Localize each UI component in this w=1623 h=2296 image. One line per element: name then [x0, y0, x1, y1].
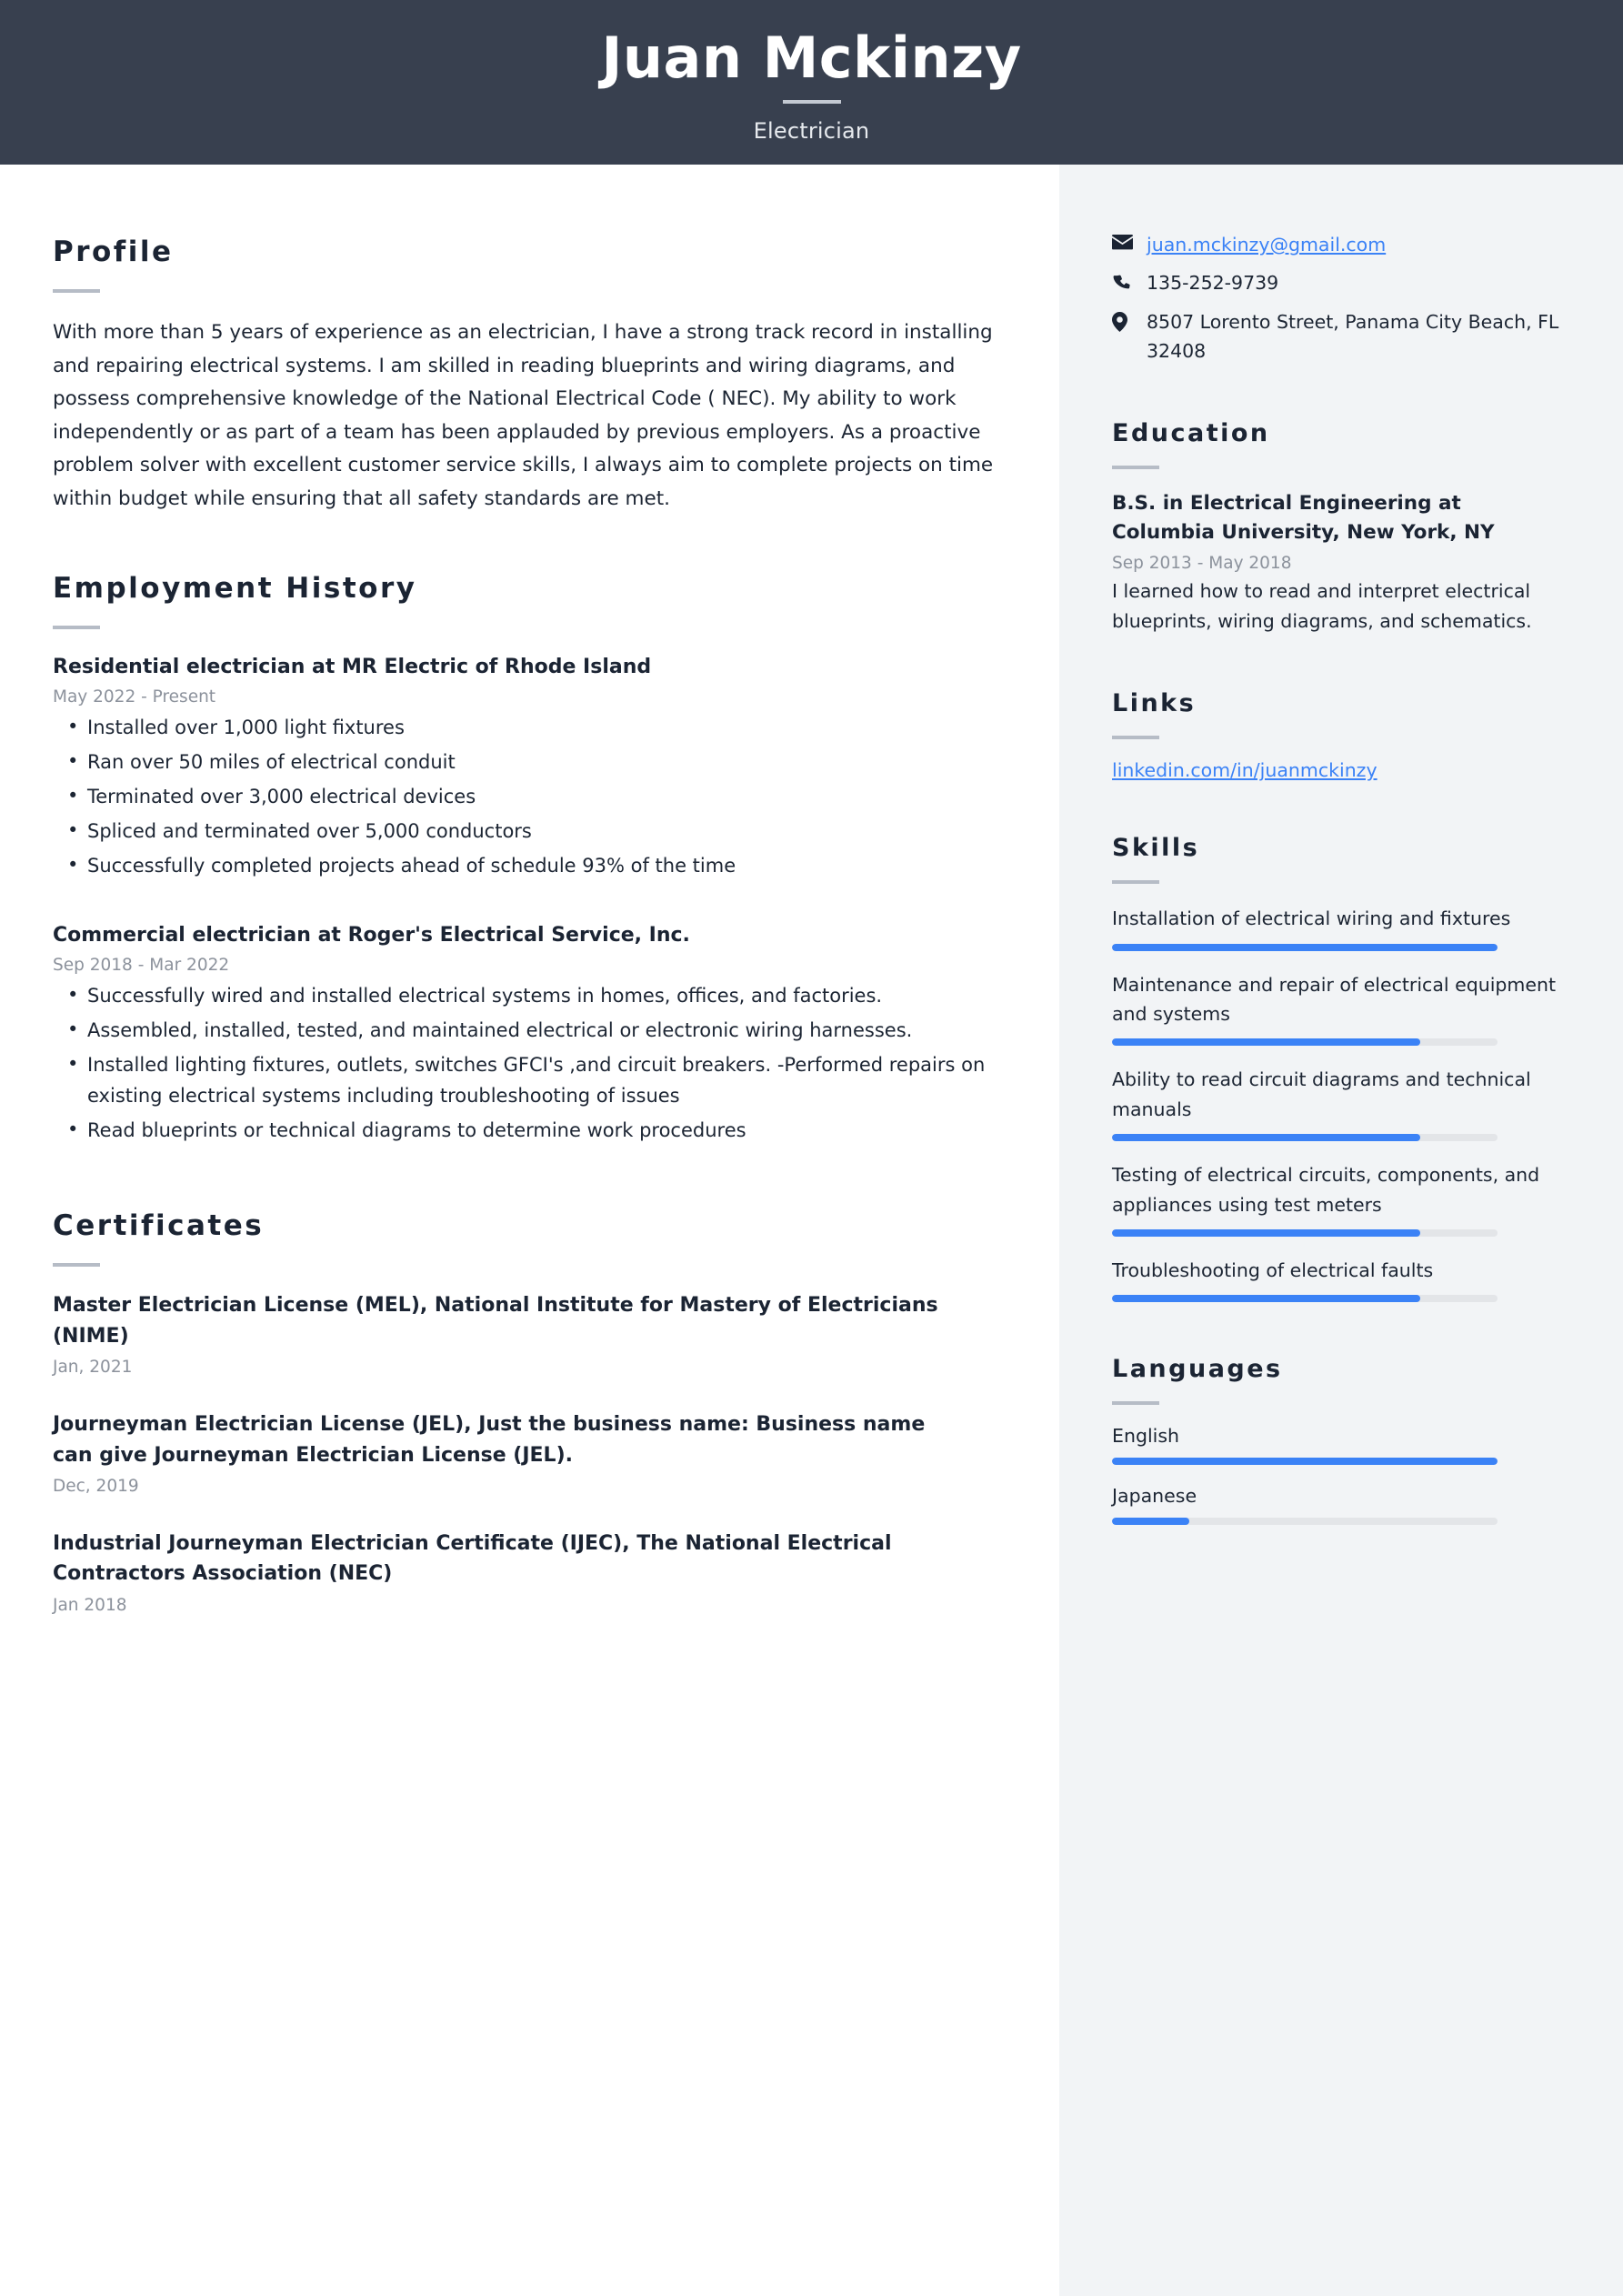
language-row [1112, 1485, 1570, 1525]
certificate-entry [53, 1409, 1005, 1496]
skill-level-bar [1112, 1229, 1498, 1237]
skill-level-bar [1112, 1295, 1498, 1302]
section-heading-employment: Employment History [53, 572, 417, 606]
section-education [1112, 419, 1570, 637]
employment-title: Commercial electrician at Roger's Electrical Service, Inc. [53, 924, 690, 947]
skill-level-fill [1112, 1038, 1420, 1046]
skill-level-fill [1112, 1134, 1420, 1141]
contact-row-phone [1112, 268, 1570, 297]
certificate-date: Jan 2018 [53, 1595, 127, 1615]
employment-title: Residential electrician at MR Electric of Rhode Island [53, 656, 652, 679]
envelope-icon [1112, 230, 1139, 250]
email-link[interactable]: juan.mckinzy@gmail.com [1147, 234, 1387, 256]
section-rule [1112, 466, 1159, 469]
language-row [1112, 1425, 1570, 1465]
skill-label: Maintenance and repair of electrical equipment and systems [1112, 973, 1557, 1025]
certificate-name: Industrial Journeyman Electrician Certificate (IJEC), The National Electrical Contractors Association (NEC) [53, 1531, 892, 1586]
education-degree: B.S. in Electrical Engineering at Columbia University, New York, NY [1112, 491, 1495, 545]
skill-label: Testing of electrical circuits, components, and appliances using test meters [1112, 1164, 1540, 1216]
candidate-job-title: Electrician [753, 118, 870, 145]
section-rule [53, 289, 100, 293]
language-label: English [1112, 1425, 1180, 1448]
profile-summary-text: With more than 5 years of experience as an electrician, I have a strong track record in installing and repairing electrical systems. I am skilled in reading blueprints and wiring diagrams, and possess comprehensive knowledge of the National Electrical Code ( NEC). My ability to work independently or as part of a team has been applauded by previous employers. As a proactive problem solver with excellent customer service skills, I always aim to complete projects on time within budget while ensuring that all safety standards are met. [53, 321, 994, 510]
education-dates: Sep 2013 - May 2018 [1112, 553, 1292, 573]
employment-bullet: • Spliced and terminated over 5,000 conductors [53, 816, 1005, 847]
header-divider [783, 100, 841, 104]
skill-label: Ability to read circuit diagrams and technical manuals [1112, 1068, 1531, 1120]
section-rule [1112, 880, 1159, 884]
section-rule [53, 626, 100, 629]
skill-row [1112, 1160, 1570, 1237]
link-linkedin[interactable]: linkedin.com/in/juanmckinzy [1112, 759, 1378, 782]
employment-bullets [53, 980, 1005, 1146]
employment-bullet: • Ran over 50 miles of electrical conduit [53, 747, 1005, 777]
section-profile [53, 236, 1005, 516]
employment-bullet: • Successfully wired and installed electrical systems in homes, offices, and factories. [53, 980, 1005, 1011]
section-heading-languages: Languages [1112, 1355, 1283, 1384]
skill-label: Troubleshooting of electrical faults [1112, 1258, 1434, 1281]
resume-header [0, 0, 1623, 165]
skill-label: Installation of electrical wiring and fixtures [1112, 907, 1511, 930]
section-heading-certificates: Certificates [53, 1209, 265, 1243]
section-heading-skills: Skills [1112, 834, 1200, 863]
employment-entry [53, 921, 1005, 1146]
candidate-name: Juan Mckinzy [601, 24, 1022, 91]
certificate-entry [53, 1529, 1005, 1615]
employment-bullet: • Terminated over 3,000 electrical devices [53, 781, 1005, 812]
contact-row-address [1112, 307, 1570, 366]
skill-row [1112, 904, 1570, 950]
section-links [1112, 689, 1570, 781]
employment-dates: Sep 2018 - Mar 2022 [53, 956, 230, 976]
education-description: I learned how to read and interpret electrical blueprints, wiring diagrams, and schematics. [1112, 579, 1532, 633]
employment-bullets [53, 712, 1005, 881]
language-level-fill [1112, 1458, 1498, 1465]
skill-level-bar [1112, 944, 1498, 951]
phone-icon [1112, 268, 1139, 292]
skill-row [1112, 1065, 1570, 1141]
skill-level-fill [1112, 1295, 1420, 1302]
employment-bullet: • Successfully completed projects ahead of schedule 93% of the time [53, 850, 1005, 881]
certificate-date: Jan, 2021 [53, 1358, 133, 1378]
skill-level-bar [1112, 1038, 1498, 1046]
main-column [0, 165, 1059, 2296]
employment-bullet: • Read blueprints or technical diagrams to determine work procedures [53, 1115, 1005, 1146]
section-rule [53, 1263, 100, 1267]
employment-bullet: • Installed over 1,000 light fixtures [53, 712, 1005, 743]
language-label: Japanese [1112, 1485, 1197, 1508]
contact-row-email[interactable] [1112, 230, 1570, 259]
phone-number: 135-252-9739 [1147, 272, 1279, 295]
section-heading-profile: Profile [53, 236, 174, 268]
section-rule [1112, 736, 1159, 739]
employment-entry [53, 653, 1005, 881]
employment-dates: May 2022 - Present [53, 687, 216, 707]
section-languages [1112, 1355, 1570, 1525]
resume-body [0, 165, 1623, 2296]
sidebar-column [1059, 165, 1623, 2296]
skill-level-fill [1112, 1229, 1420, 1237]
skill-level-fill [1112, 944, 1498, 951]
section-certificates [53, 1209, 1005, 1615]
skill-row [1112, 1256, 1570, 1302]
section-heading-education: Education [1112, 418, 1270, 447]
certificate-date: Dec, 2019 [53, 1476, 139, 1496]
address-text: 8507 Lorento Street, Panama City Beach, FL 32408 [1147, 310, 1559, 363]
certificate-name: Journeyman Electrician License (JEL), Just the business name: Business name can give Journeyman Electrician License (JEL). [53, 1413, 926, 1467]
language-level-fill [1112, 1518, 1189, 1525]
section-heading-links: Links [1112, 689, 1197, 718]
contact-list [1112, 230, 1570, 366]
location-pin-icon [1112, 307, 1139, 332]
certificate-entry [53, 1290, 1005, 1377]
skill-row [1112, 970, 1570, 1047]
language-level-bar [1112, 1518, 1498, 1525]
employment-bullet: • Assembled, installed, tested, and maintained electrical or electronic wiring harnesses. [53, 1015, 1005, 1046]
section-employment-history [53, 572, 1005, 1146]
employment-bullet: • Installed lighting fixtures, outlets, switches GFCI's ,and circuit breakers. -Performed repairs on existing electrical systems including troubleshooting of issues [53, 1049, 1005, 1111]
language-level-bar [1112, 1458, 1498, 1465]
section-rule [1112, 1401, 1159, 1405]
skill-level-bar [1112, 1134, 1498, 1141]
certificate-name: Master Electrician License (MEL), National Institute for Mastery of Electricians (NIME) [53, 1294, 938, 1348]
section-skills [1112, 834, 1570, 1302]
